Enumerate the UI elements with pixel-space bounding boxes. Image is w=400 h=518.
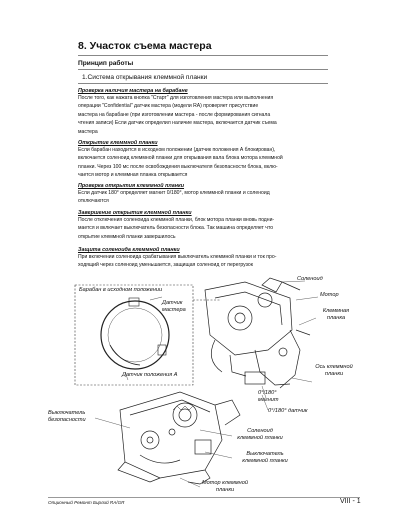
upper-mechanism	[205, 278, 310, 388]
lower-mechanism	[118, 392, 240, 484]
label-clamp-solenoid: Соленоид клеммной планки	[237, 428, 283, 441]
label-clamp-axis: Ось клеммной планки	[315, 364, 353, 377]
label-solenoid-top: Соленоид	[297, 276, 323, 282]
block-2-text: Если барабан находится в исходном положении (датчик положения А блокирован), включается соленоид клеммной планки для открывания вала блока мотора клеммной планки. Через 100 мс после освобождения выключателя безопасности блока, вклю- чается мотор и клеммная планка открывается	[78, 147, 283, 179]
block-4-heading: Завершение открытия клеммной планки	[78, 210, 192, 216]
label-safety-switch: Выключатель безопасности	[48, 410, 86, 423]
label-clamp-motor: Мотор клеммной планки	[202, 480, 248, 493]
footer-left: Опционный Ремонт Бирлий RA/GR	[48, 500, 125, 505]
footer-rule	[48, 497, 360, 498]
block-3-text: Если датчик 180° определяет магнит 0/180°, мотор клеммной планки и соленоид отключаются	[78, 190, 270, 205]
page-number: VIII - 1	[340, 498, 361, 505]
label-clamp-plate: Клеммная планка	[322, 308, 350, 321]
section-title: 8. Участок съема мастера	[78, 40, 212, 52]
label-clamp-switch: Выключатель клеммной планки	[242, 451, 288, 464]
label-motor: Мотор	[320, 292, 339, 298]
subtitle: Принцип работы	[78, 60, 134, 67]
label-magnet: 0°/180° магнит	[258, 390, 279, 403]
block-1-heading: Проверка наличия мастера на барабане	[78, 88, 188, 94]
label-position-sensor: Датчик положения А	[122, 372, 178, 378]
inset-title: Барабан в исходном положении	[79, 287, 163, 293]
label-sensor-180: 0°/180° датчик	[268, 408, 308, 414]
block-5-text: При включении соленоида срабатывания выключатель клеммной планки и ток про- ходящий через соленоид уменьшается, защищая соленоид от перегрузок	[78, 254, 277, 269]
section-heading: 1.Система открывания клеммной планки	[82, 74, 208, 81]
block-1-text: После того, как нажата кнопка "Старт" для изготовления мастера или выполнения операции "Confidential" датчик мастера (модели RA) проверяет присутствие мастера на барабане (при изготовлении мастера - после формирования сигнала чтения записи) Если датчик определил наличие мастера, включается датчик съема мастера	[78, 95, 277, 135]
block-2-heading: Открытие клеммной планки	[78, 140, 158, 146]
drum-circle	[101, 301, 169, 369]
block-5-heading: Защита соленоида клеммной планки	[78, 247, 180, 253]
block-4-text: После отключения соленоида клеммной планки, блок мотора планки вновь подни- мается и включает выключатель безопасности блока. Так машина определяет что открытие клеммной планки завершилось	[78, 217, 275, 240]
label-master-sensor: Датчик мастера	[162, 300, 186, 313]
block-3-heading: Проверка открытия клеммной планки	[78, 183, 185, 189]
